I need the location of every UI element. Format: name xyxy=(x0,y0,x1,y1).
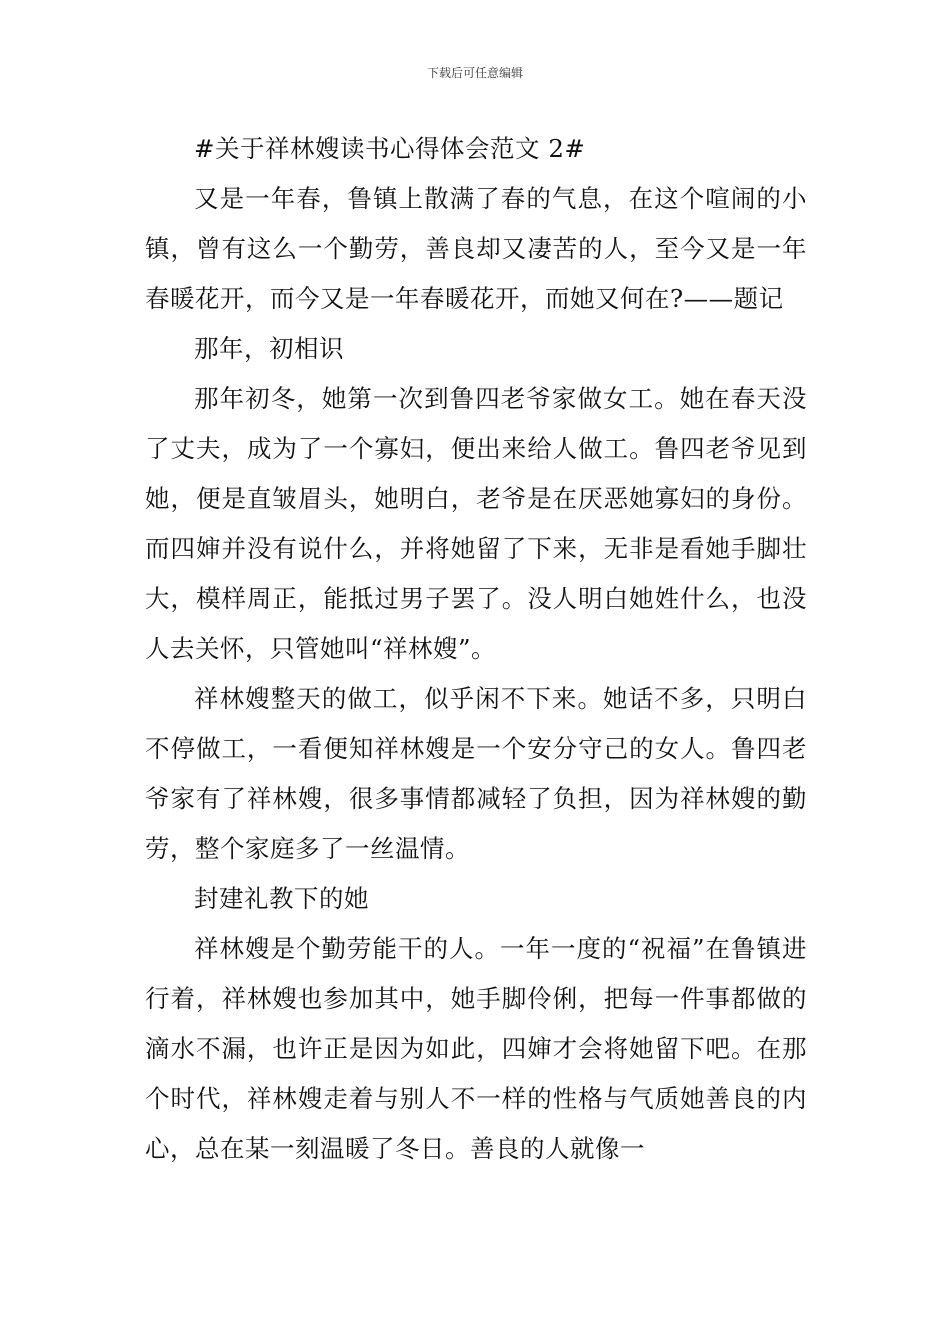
paragraph: 祥林嫂整天的做工，似乎闲不下来。她话不多，只明白不停做工，一看便知祥林嫂是一个安分守己的女人。鲁四老爷家有了祥林嫂，很多事情都减轻了负担，因为祥林嫂的勤劳，整个家庭多了一丝温情。 xyxy=(145,684,807,863)
page-header-note: 下载后可任意编辑 xyxy=(426,66,523,80)
section-heading: 那年，初相识 xyxy=(194,334,344,363)
paragraph: 那年初冬，她第一次到鲁四老爷家做女工。她在春天没了丈夫，成为了一个寡妇，便出来给人做工。鲁四老爷见到她，便是直皱眉头，她明白，老爷是在厌恶她寡妇的身份。而四婶并没有说什么，并将她留了下来，无非是看她手脚壮大，模样周正，能抵过男子罢了。没人明白她姓什么，也没人去关怀，只管她叫“祥林嫂”。 xyxy=(145,384,807,663)
document-title: #关于祥林嫂读书心得体会范文 2# xyxy=(194,134,586,163)
paragraph: 又是一年春，鲁镇上散满了春的气息，在这个喧闹的小镇，曾有这么一个勤劳，善良却又凄苦的人，至今又是一年春暖花开，而今又是一年春暖花开，而她又何在?——题记 xyxy=(145,184,807,313)
paragraph: 祥林嫂是个勤劳能干的人。一年一度的“祝福”在鲁镇进行着，祥林嫂也参加其中，她手脚伶俐，把每一件事都做的滴水不漏，也许正是因为如此，四婶才会将她留下吧。在那个时代，祥林嫂走着与别人不一样的性格与气质她善良的内心，总在某一刻温暖了冬日。善良的人就像一 xyxy=(145,934,807,1163)
section-heading: 封建礼教下的她 xyxy=(194,884,369,913)
document-body xyxy=(145,124,807,1174)
